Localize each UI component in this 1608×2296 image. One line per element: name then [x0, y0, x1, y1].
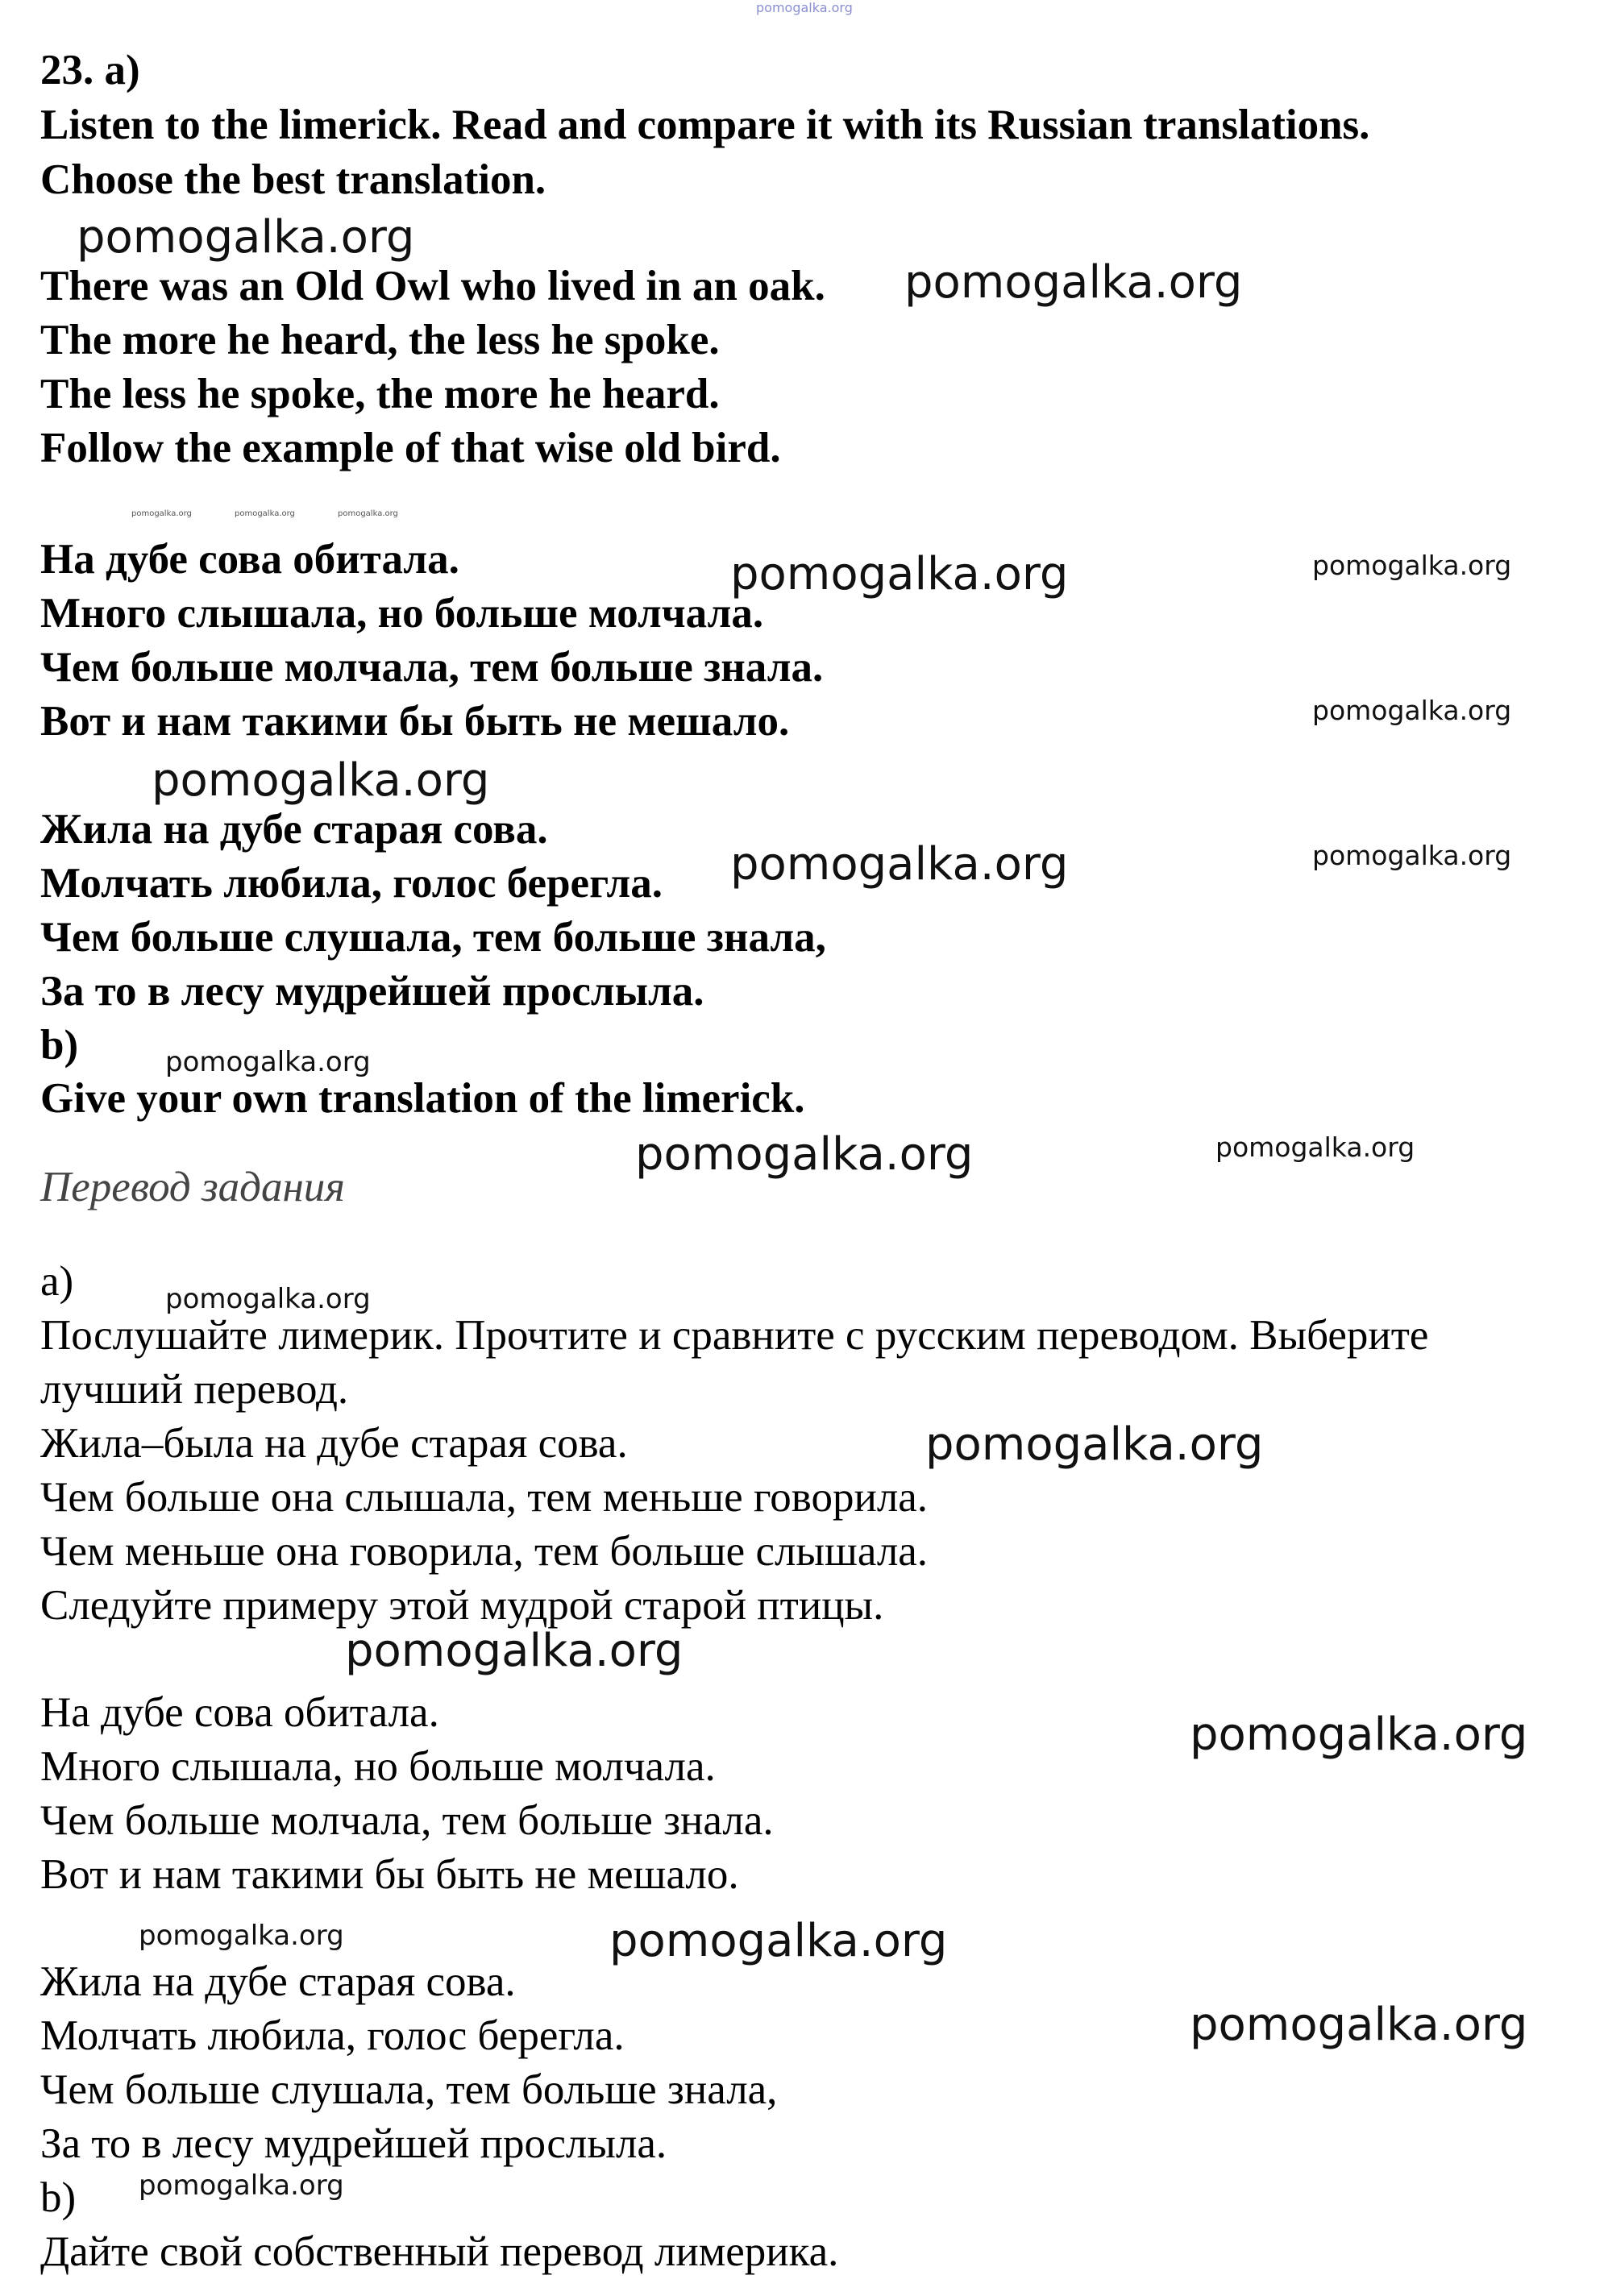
watermark-text: pomogalka.org [131, 509, 192, 518]
limerick-line-4: Follow the example of that wise old bird. [40, 425, 781, 471]
watermark-text: pomogalka.org [235, 509, 295, 518]
ru-translation-2-line-4: За то в лесу мудрейшей прослыла. [40, 2120, 667, 2167]
watermark-text: pomogalka.org [1190, 1709, 1528, 1761]
exercise-number: 23. a) [40, 47, 140, 93]
watermark-text: pomogalka.org [635, 1128, 974, 1181]
instruction-b: Give your own translation of the limerick. [40, 1075, 805, 1122]
literal-line-1: Жила–была на дубе старая сова. [40, 1420, 628, 1467]
watermark-text: pomogalka.org [152, 754, 490, 807]
ru-translation-1-line-1: На дубе сова обитала. [40, 1689, 439, 1736]
part-b-label: b) [40, 1022, 79, 1069]
translation-1-line-3: Чем больше молчала, тем больше знала. [40, 644, 824, 691]
watermark-text: pomogalka.org [1312, 840, 1512, 871]
watermark-text: pomogalka.org [730, 838, 1069, 891]
ru-translation-1-line-3: Чем больше молчала, тем больше знала. [40, 1797, 774, 1844]
literal-line-3: Чем меньше она говорила, тем больше слышала. [40, 1528, 929, 1575]
watermark-text: pomogalka.org [1312, 695, 1512, 726]
translation-part-a-label: а) [40, 1258, 74, 1305]
instruction-a-line-2: Choose the best translation. [40, 156, 546, 203]
translation-instruction-line-2: лучший перевод. [40, 1366, 349, 1413]
translation-part-b-label: b) [40, 2174, 77, 2221]
watermark-text: pomogalka.org [338, 509, 398, 518]
watermark-text: pomogalka.org [904, 256, 1243, 309]
translation-2-line-1: Жила на дубе старая сова. [40, 806, 548, 853]
watermark-text: pomogalka.org [925, 1418, 1264, 1471]
watermark-text: pomogalka.org [165, 1283, 371, 1315]
watermark-text: pomogalka.org [1215, 1131, 1415, 1163]
translation-1-line-1: На дубе сова обитала. [40, 536, 459, 583]
watermark-text: pomogalka.org [139, 2169, 344, 2202]
ru-translation-2-line-3: Чем больше слушала, тем больше знала, [40, 2066, 778, 2113]
watermark-text: pomogalka.org [1190, 1999, 1528, 2051]
limerick-line-2: The more he heard, the less he spoke. [40, 317, 720, 363]
watermark-text: pomogalka.org [165, 1046, 371, 1078]
watermark-text: pomogalka.org [730, 548, 1069, 600]
translation-instruction-b: Дайте свой собственный перевод лимерика. [40, 2228, 839, 2275]
limerick-line-3: The less he spoke, the more he heard. [40, 371, 720, 417]
translation-2-line-4: За то в лесу мудрейшей прослыла. [40, 968, 704, 1015]
literal-line-2: Чем больше она слышала, тем меньше говорила. [40, 1474, 929, 1521]
watermark-text: pomogalka.org [345, 1625, 684, 1677]
translation-instruction-line-1: Послушайте лимерик. Прочтите и сравните с русским переводом. Выберите [40, 1312, 1429, 1359]
instruction-a-line-1: Listen to the limerick. Read and compare it with its Russian translations. [40, 102, 1370, 148]
watermark-text: pomogalka.org [756, 0, 853, 15]
translation-1-line-4: Вот и нам такими бы быть не мешало. [40, 698, 790, 745]
translation-heading: Перевод задания [40, 1164, 345, 1210]
translation-2-line-2: Молчать любила, голос берегла. [40, 860, 663, 907]
limerick-line-1: There was an Old Owl who lived in an oak. [40, 263, 825, 309]
literal-line-4: Следуйте примеру этой мудрой старой птицы. [40, 1582, 884, 1629]
ru-translation-1-line-4: Вот и нам такими бы быть не мешало. [40, 1851, 739, 1898]
watermark-text: pomogalka.org [609, 1915, 948, 1967]
translation-2-line-3: Чем больше слушала, тем больше знала, [40, 914, 826, 961]
watermark-text: pomogalka.org [139, 1920, 344, 1952]
ru-translation-2-line-2: Молчать любила, голос берегла. [40, 2012, 625, 2059]
watermark-text: pomogalka.org [1312, 550, 1512, 581]
watermark-text: pomogalka.org [77, 211, 415, 264]
ru-translation-2-line-1: Жила на дубе старая сова. [40, 1958, 516, 2005]
ru-translation-1-line-2: Много слышала, но больше молчала. [40, 1743, 716, 1790]
translation-1-line-2: Много слышала, но больше молчала. [40, 590, 764, 637]
